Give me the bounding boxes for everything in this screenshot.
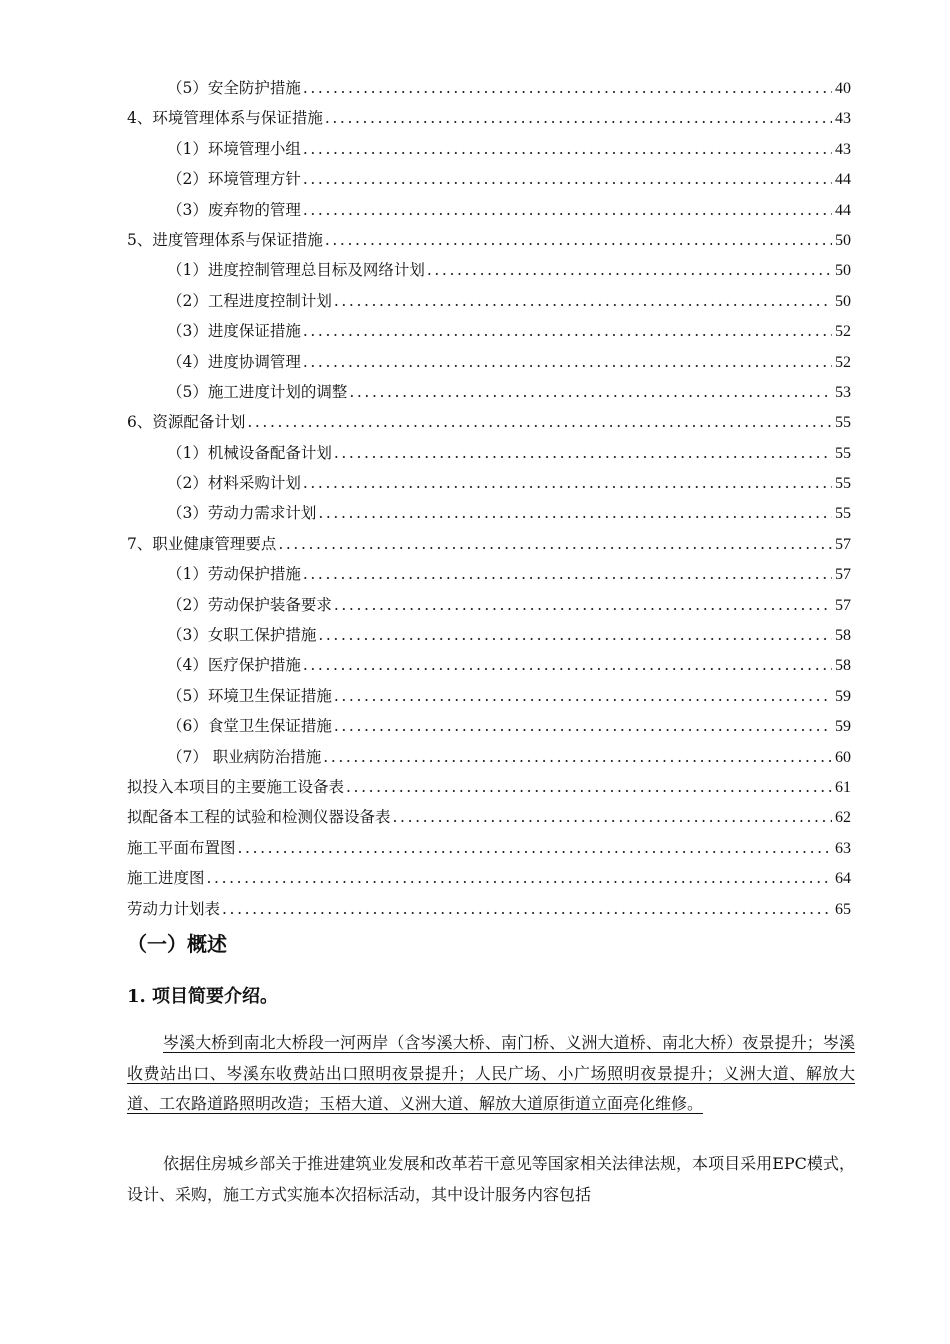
toc-leader-dots <box>334 286 832 316</box>
toc-entry-page: 52 <box>835 323 851 341</box>
toc-entry-label: （1）劳动保护措施 <box>167 565 301 584</box>
toc-leader-dots <box>334 711 832 741</box>
toc-entry[interactable] <box>127 772 851 802</box>
toc-entry[interactable] <box>127 711 851 741</box>
toc-entry[interactable] <box>127 590 851 620</box>
toc-entry-label: 7、职业健康管理要点 <box>127 534 277 553</box>
toc-entry-label: 施工平面布置图 <box>127 838 236 857</box>
toc-entry[interactable] <box>127 620 851 650</box>
toc-leader-dots <box>303 468 832 498</box>
toc-entry-label: （3）废弃物的管理 <box>167 200 301 219</box>
toc-entry-page: 44 <box>835 171 851 189</box>
toc-entry-label: （5）安全防护措施 <box>167 79 301 97</box>
toc-entry[interactable] <box>127 529 851 559</box>
toc-entry-page: 55 <box>835 414 851 432</box>
toc-entry-page: 59 <box>835 718 851 736</box>
toc-entry-label: 4、环境管理体系与保证措施 <box>127 109 323 128</box>
toc-leader-dots <box>303 559 832 589</box>
toc-entry[interactable] <box>127 316 851 346</box>
toc-entry-page: 40 <box>835 80 851 97</box>
toc-entry-page: 52 <box>835 353 851 371</box>
toc-entry-page: 63 <box>835 839 851 857</box>
toc-entry-label: （5）施工进度计划的调整 <box>167 382 348 401</box>
toc-entry-page: 59 <box>835 687 851 705</box>
toc-entry-page: 61 <box>835 778 851 796</box>
toc-entry[interactable] <box>127 681 851 711</box>
toc-leader-dots <box>349 377 832 407</box>
toc-entry-page: 55 <box>835 444 851 462</box>
toc-leader-dots <box>303 164 832 194</box>
toc-entry[interactable] <box>127 833 851 863</box>
toc-entry-label: （3）女职工保护措施 <box>167 626 317 645</box>
toc-entry[interactable] <box>127 407 851 437</box>
toc-leader-dots <box>222 894 832 924</box>
toc-leader-dots <box>303 316 832 346</box>
toc-entry[interactable] <box>127 468 851 498</box>
toc-entry-label: （5）环境卫生保证措施 <box>167 686 332 705</box>
toc-entry-page: 50 <box>835 262 851 280</box>
toc-leader-dots <box>427 255 832 285</box>
toc-leader-dots <box>334 681 832 711</box>
toc-entry-page: 57 <box>835 566 851 584</box>
project-basis-text: 依据住房城乡部关于推进建筑业发展和改革若干意见等国家相关法律法规，本项目采用EPC模式，设计、采购，施工方式实施本次招标活动，其中设计服务内容包括 <box>127 1154 855 1204</box>
project-basis-paragraph <box>127 1149 855 1210</box>
toc-entry-label: （7） 职业病防治措施 <box>167 747 322 766</box>
toc-entry[interactable] <box>127 438 851 468</box>
toc-entry-page: 50 <box>835 231 851 249</box>
toc-entry-label: 施工进度图 <box>127 869 205 888</box>
toc-entry-page: 58 <box>835 657 851 675</box>
section-heading: （一）概述 <box>127 932 227 956</box>
toc-leader-dots <box>247 407 832 437</box>
toc-entry-label: 劳动力计划表 <box>127 899 221 918</box>
toc-leader-dots <box>303 347 832 377</box>
toc-entry[interactable] <box>127 195 851 225</box>
toc-entry-label: （1）机械设备配备计划 <box>167 443 332 462</box>
toc-leader-dots <box>207 863 832 893</box>
toc-entry-page: 43 <box>835 140 851 158</box>
toc-entry-page: 60 <box>835 748 851 766</box>
toc-leader-dots <box>318 498 832 528</box>
toc-entry-label: （2）环境管理方针 <box>167 170 301 189</box>
toc-leader-dots <box>303 195 832 225</box>
toc-leader-dots <box>318 620 832 650</box>
toc-entry-label: （3）劳动力需求计划 <box>167 504 317 523</box>
toc-entry[interactable] <box>127 742 851 772</box>
table-of-contents <box>127 73 851 924</box>
toc-entry[interactable] <box>127 134 851 164</box>
toc-entry[interactable] <box>127 802 851 832</box>
toc-entry-page: 44 <box>835 201 851 219</box>
toc-leader-dots <box>334 590 832 620</box>
toc-entry-label: 5、进度管理体系与保证措施 <box>127 230 323 249</box>
toc-entry-page: 65 <box>835 900 851 918</box>
toc-entry-label: 6、资源配备计划 <box>127 413 246 432</box>
toc-entry[interactable] <box>127 377 851 407</box>
toc-entry-label: （1）进度控制管理总目标及网络计划 <box>167 261 425 280</box>
toc-entry[interactable] <box>127 225 851 255</box>
toc-entry-label: （4）医疗保护措施 <box>167 656 301 675</box>
toc-leader-dots <box>323 742 832 772</box>
toc-leader-dots <box>325 103 832 133</box>
toc-entry[interactable] <box>127 863 851 893</box>
toc-entry-label: （1）环境管理小组 <box>167 139 301 158</box>
toc-entry-page: 64 <box>835 870 851 888</box>
toc-leader-dots <box>393 802 832 832</box>
toc-entry-label: （4）进度协调管理 <box>167 352 301 371</box>
subsection-heading: 1. 项目简要介绍。 <box>127 986 279 1007</box>
project-scope-text: 岑溪大桥到南北大桥段一河两岸（含岑溪大桥、南门桥、义洲大道桥、南北大桥）夜景提升；岑溪收费站出口、岑溪东收费站出口照明夜景提升；人民广场、小广场照明夜景提升；义洲大道、解放大道、工农路道路照明改造；玉梧大道、义洲大道、解放大道原街道立面亮化维修。 <box>127 1033 855 1114</box>
toc-leader-dots <box>278 529 832 559</box>
toc-entry-label: （2）工程进度控制计划 <box>167 291 332 310</box>
toc-entry-page: 43 <box>835 110 851 128</box>
toc-entry-page: 62 <box>835 809 851 827</box>
toc-entry[interactable] <box>127 73 851 103</box>
toc-entry-label: （2）材料采购计划 <box>167 474 301 493</box>
toc-entry-page: 55 <box>835 475 851 493</box>
toc-entry[interactable] <box>127 255 851 285</box>
toc-leader-dots <box>238 833 832 863</box>
toc-leader-dots <box>303 650 832 680</box>
toc-entry-label: 拟投入本项目的主要施工设备表 <box>127 777 345 796</box>
toc-entry-page: 50 <box>835 292 851 310</box>
toc-entry-label: （2）劳动保护装备要求 <box>167 595 332 614</box>
toc-entry[interactable] <box>127 103 851 133</box>
toc-leader-dots <box>334 438 832 468</box>
toc-entry-label: 拟配备本工程的试验和检测仪器设备表 <box>127 808 391 827</box>
project-scope-paragraph <box>127 1028 855 1120</box>
toc-leader-dots <box>325 225 832 255</box>
toc-entry-page: 55 <box>835 505 851 523</box>
toc-entry-label: （6）食堂卫生保证措施 <box>167 717 332 736</box>
toc-entry-page: 57 <box>835 596 851 614</box>
toc-entry[interactable] <box>127 650 851 680</box>
toc-entry[interactable] <box>127 164 851 194</box>
toc-entry[interactable] <box>127 894 851 924</box>
toc-entry-page: 53 <box>835 383 851 401</box>
toc-entry-page: 58 <box>835 627 851 645</box>
toc-leader-dots <box>303 134 832 164</box>
toc-leader-dots <box>303 73 832 103</box>
toc-entry-label: （3）进度保证措施 <box>167 322 301 341</box>
toc-entry[interactable] <box>127 498 851 528</box>
toc-leader-dots <box>346 772 832 802</box>
toc-entry[interactable] <box>127 347 851 377</box>
toc-entry[interactable] <box>127 559 851 589</box>
toc-entry[interactable] <box>127 286 851 316</box>
toc-entry-page: 57 <box>835 535 851 553</box>
